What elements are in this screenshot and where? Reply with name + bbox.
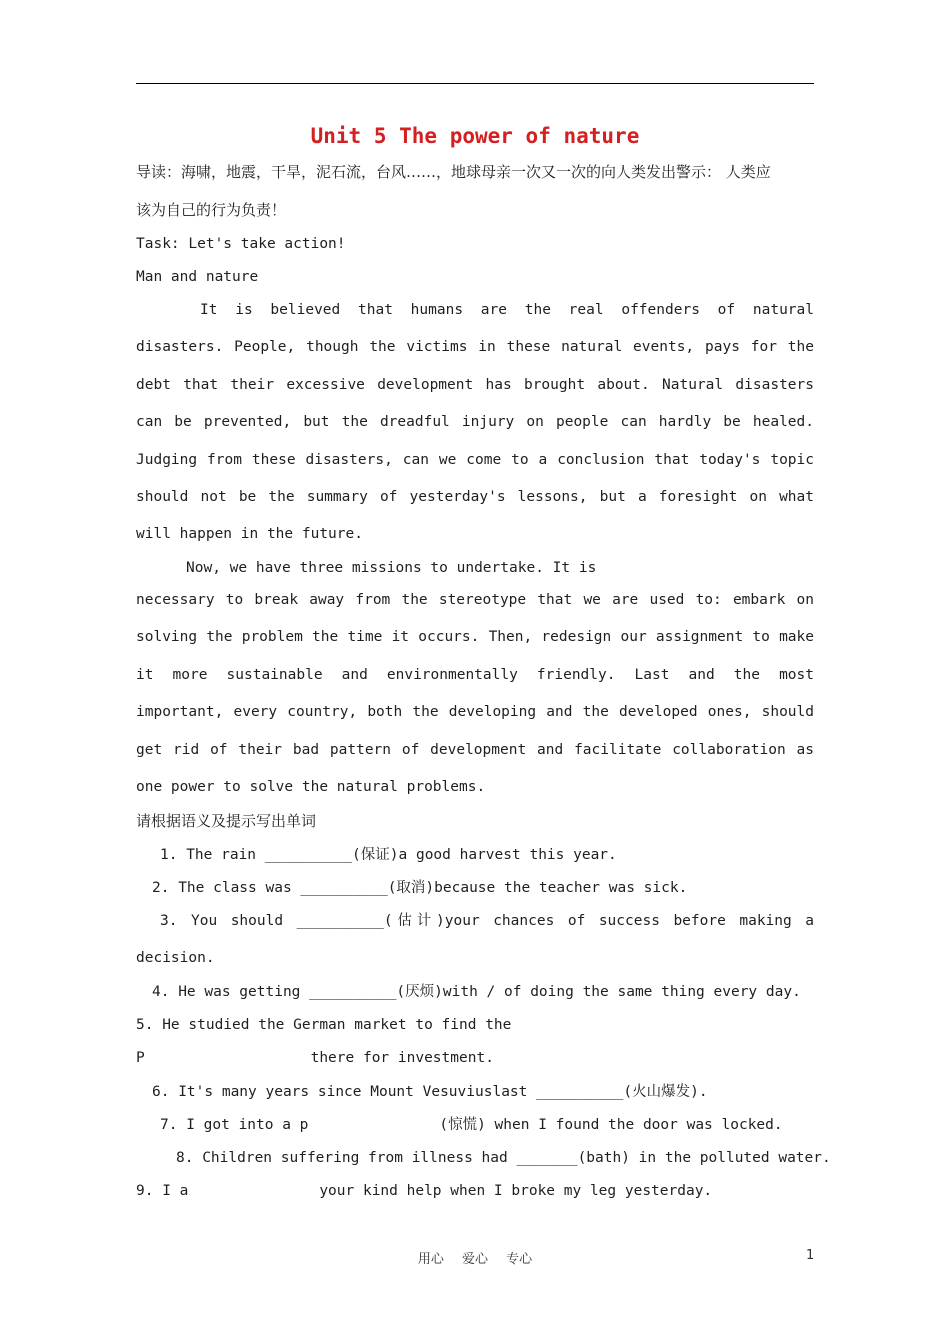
header-rule	[136, 83, 814, 84]
exercise-5-continued: P there for investment.	[136, 1050, 494, 1066]
exercise-3: 3. You should __________(估计)your chances of success before making a	[160, 913, 814, 929]
intro-line-1: 导读：海啸，地震，干旱，泥石流，台风……，地球母亲一次又一次的向人类发出警示： 人类应	[136, 163, 771, 181]
footer-motto: 用心 爱心 专心	[417, 1252, 533, 1267]
exercise-8: 8. Children suffering from illness had _______(bath) in the polluted water.	[176, 1150, 831, 1166]
exercise-9: 9. I a your kind help when I broke my leg yesterday.	[136, 1183, 713, 1199]
paragraph-1: It is believed that humans are the real offenders of natural disasters. People, though the victims in these natural events, pays for the debt that their excessive development has brought about. Natural disasters can be prevented, but the dreadful injury on people can hardly be healed. Judging from these disasters, can we come to a conclusion that today's topic should not be the summary of yesterday's lessons, but a foresight on what will happen in the future.	[136, 302, 814, 543]
exercise-1: 1. The rain __________(保证)a good harvest this year.	[160, 847, 617, 863]
page-number: 1	[806, 1248, 815, 1263]
task-line: Task: Let's take action!	[136, 236, 346, 252]
exercise-7: 7. I got into a p (惊慌) when I found the door was locked.	[160, 1117, 783, 1133]
exercise-4: 4. He was getting __________(厌烦)with / of doing the same thing every day.	[152, 984, 801, 1000]
paragraph-2: necessary to break away from the stereotype that we are used to: embark on solving the problem the time it occurs. Then, redesign our assignment to make it more sustainable and environmentally friendly. Last and the most important, every country, both the developing and the developed ones, should get rid of their bad pattern of development and facilitate collaboration as one power to solve the natural problems.	[136, 592, 814, 796]
exercise-heading: 请根据语义及提示写出单词	[136, 812, 317, 830]
section-title: Man and nature	[136, 269, 259, 285]
exercise-2: 2. The class was __________(取消)because the teacher was sick.	[152, 880, 688, 896]
exercise-6: 6. It's many years since Mount Vesuviuslast __________(火山爆发).	[152, 1084, 708, 1100]
exercise-5: 5. He studied the German market to find the	[136, 1017, 512, 1033]
exercise-3-continued: decision.	[136, 950, 215, 966]
page-title: Unit 5 The power of nature	[310, 124, 640, 148]
intro-line-2: 该为自己的行为负责！	[136, 201, 287, 219]
paragraph-2-first-line: Now, we have three missions to undertake. It is	[186, 560, 597, 576]
